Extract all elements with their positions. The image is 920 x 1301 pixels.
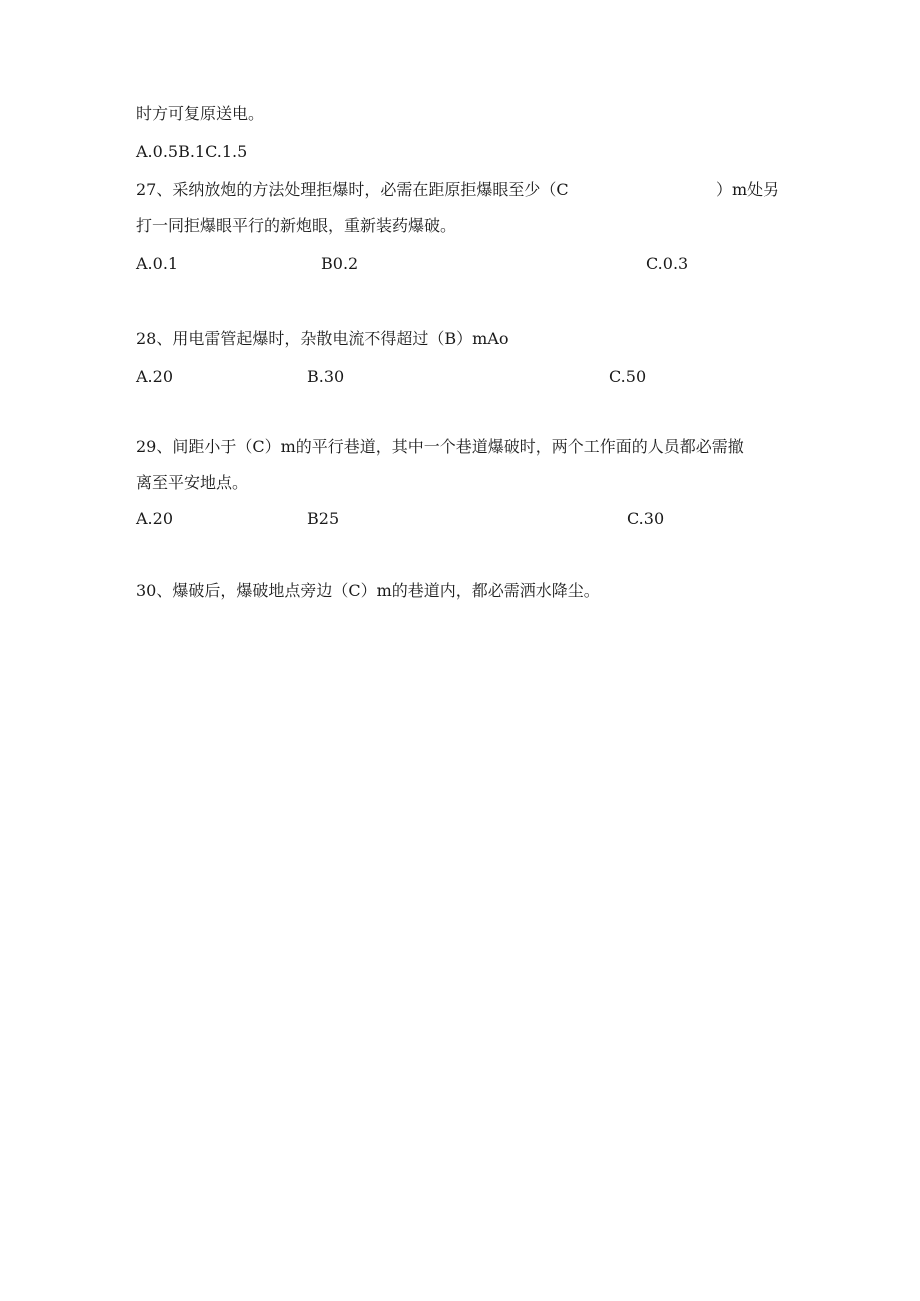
q27-line1-end: ）m处另 (716, 180, 780, 199)
q27-option-a: A.0.1 (136, 254, 179, 273)
q27-line1: 27、采纳放炮的方法处理拒爆时，必需在距原拒爆眼至少（C (136, 180, 569, 199)
q29-option-b: B25 (307, 509, 340, 528)
intro-line: 时方可复原送电。 (136, 104, 265, 123)
q29-line1: 29、间距小于（C）m的平行巷道，其中一个巷道爆破时，两个工作面的人员都必需撤 (136, 437, 744, 456)
q29-option-c: C.30 (627, 509, 665, 528)
q28-option-b: B.30 (307, 367, 345, 386)
q30-line: 30、爆破后，爆破地点旁边（C）m的巷道内，都必需洒水降尘。 (136, 581, 600, 600)
q29-line2: 离至平安地点。 (136, 473, 249, 492)
q27-line2: 打一同拒爆眼平行的新炮眼，重新装药爆破。 (136, 216, 457, 235)
q27-option-b: B0.2 (321, 254, 359, 273)
q29-option-a: A.20 (136, 509, 173, 528)
q28-line: 28、用电雷管起爆时，杂散电流不得超过（B）mAo (136, 329, 509, 348)
q28-option-a: A.20 (136, 367, 173, 386)
intro-options: A.0.5B.1C.1.5 (136, 142, 248, 161)
q27-option-c: C.0.3 (646, 254, 689, 273)
q28-option-c: C.50 (609, 367, 647, 386)
